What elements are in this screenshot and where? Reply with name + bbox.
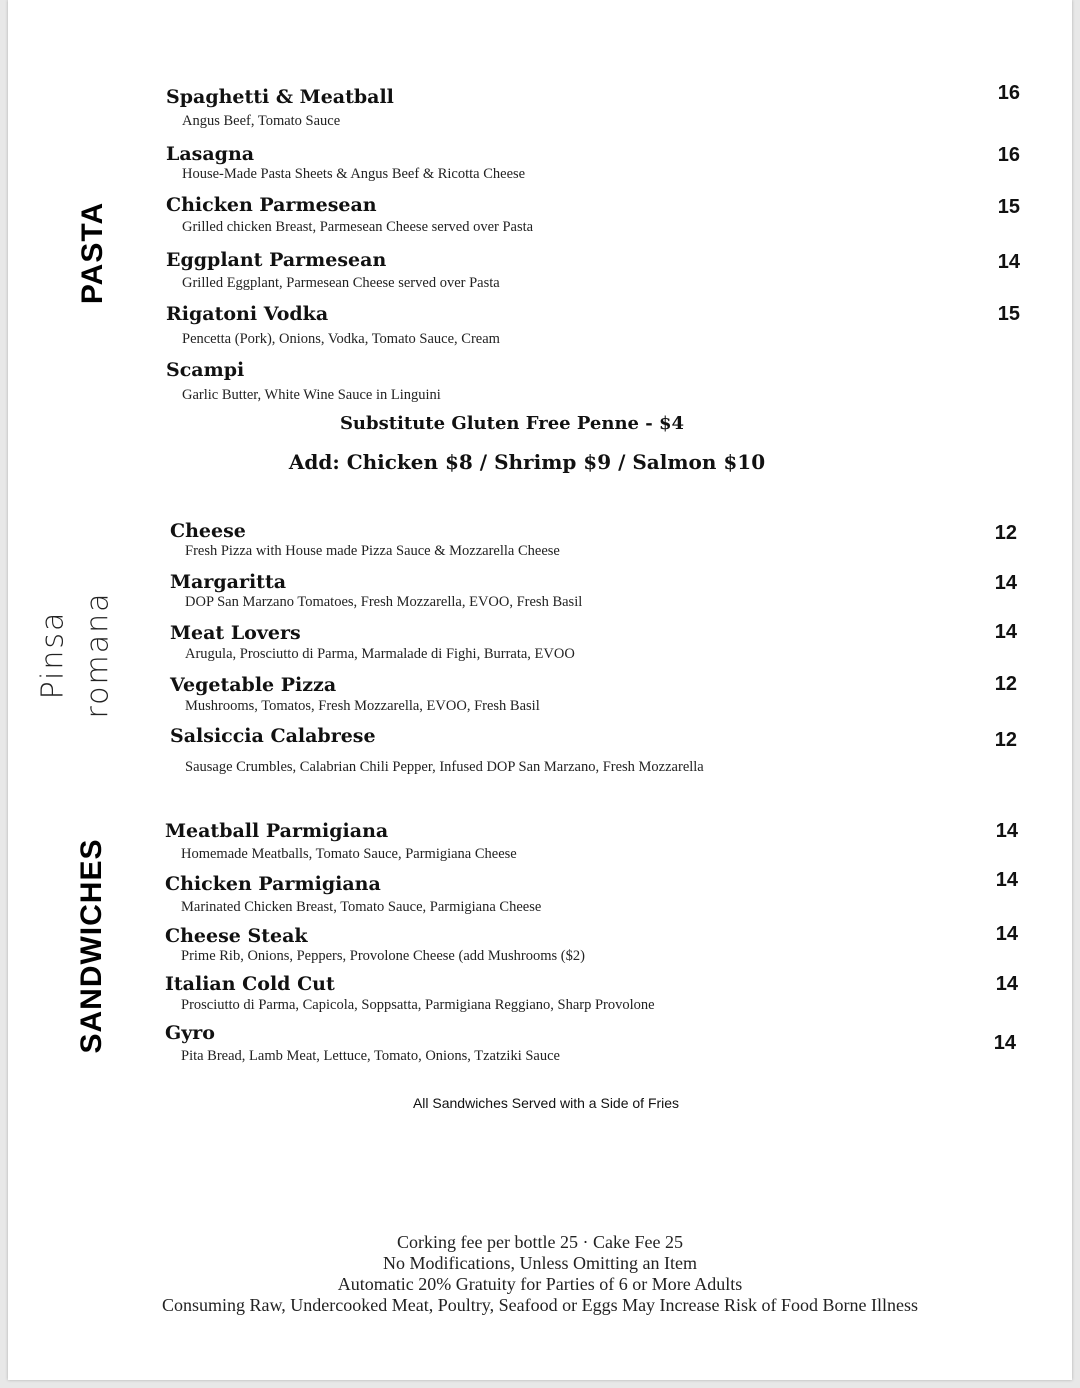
menu-item-name: Margaritta bbox=[170, 571, 287, 593]
menu-item-price: 15 bbox=[997, 303, 1020, 325]
menu-item-price: 16 bbox=[997, 82, 1020, 104]
gratuity-line: Automatic 20% Gratuity for Parties of 6 or More Adults bbox=[337, 1274, 743, 1294]
menu-item-name: Gyro bbox=[165, 1022, 215, 1044]
menu-item-description: Pita Bread, Lamb Meat, Lettuce, Tomato, Onions, Tzatziki Sauce bbox=[181, 1048, 560, 1064]
pasta-section-label: PASTA bbox=[76, 201, 109, 305]
menu-item-price: 14 bbox=[995, 869, 1018, 891]
menu-item-price: 12 bbox=[994, 729, 1017, 751]
menu-item-description: Prosciutto di Parma, Capicola, Soppsatta, Parmigiana Reggiano, Sharp Provolone bbox=[181, 997, 655, 1013]
pasta-add-ons: Add: Chicken $8 / Shrimp $9 / Salmon $10 bbox=[288, 450, 766, 474]
menu-item-name: Chicken Parmigiana bbox=[165, 873, 381, 895]
menu-item-price: 14 bbox=[995, 820, 1018, 842]
sandwiches-side-note: All Sandwiches Served with a Side of Fries bbox=[412, 1095, 680, 1111]
menu-item-name: Rigatoni Vodka bbox=[166, 303, 329, 325]
menu-item-description: Arugula, Prosciutto di Parma, Marmalade di Fighi, Burrata, EVOO bbox=[185, 646, 575, 662]
menu-item-price: 16 bbox=[997, 144, 1020, 166]
pinsa-section-label-line1: Pinsa bbox=[35, 610, 71, 700]
menu-item-description: Mushrooms, Tomatos, Fresh Mozzarella, EVOO, Fresh Basil bbox=[185, 698, 540, 714]
pinsa-section-label-line2: romana bbox=[80, 591, 116, 719]
menu-item-price: 12 bbox=[994, 673, 1017, 695]
menu-item-name: Lasagna bbox=[166, 143, 255, 165]
menu-item-price: 14 bbox=[993, 1032, 1016, 1054]
menu-item-name: Spaghetti & Meatball bbox=[166, 86, 394, 108]
menu-item-description: DOP San Marzano Tomatoes, Fresh Mozzarella, EVOO, Fresh Basil bbox=[185, 594, 583, 610]
menu-item-description: Sausage Crumbles, Calabrian Chili Pepper, Infused DOP San Marzano, Fresh Mozzarella bbox=[185, 759, 704, 775]
menu-item-description: House-Made Pasta Sheets & Angus Beef & Ricotta Cheese bbox=[182, 166, 526, 182]
footer-notices bbox=[40, 1232, 1040, 1316]
menu-item-price: 14 bbox=[995, 973, 1018, 995]
food-safety-warning: Consuming Raw, Undercooked Meat, Poultry, Seafood or Eggs May Increase Risk of Food Borne Illness bbox=[161, 1295, 919, 1315]
menu-item-price: 15 bbox=[997, 196, 1020, 218]
menu-item-price: 14 bbox=[994, 621, 1017, 643]
menu-item-name: Meatball Parmigiana bbox=[165, 820, 389, 842]
menu-item-description: Marinated Chicken Breast, Tomato Sauce, Parmigiana Cheese bbox=[181, 899, 542, 915]
menu-item-name: Salsiccia Calabrese bbox=[170, 725, 376, 747]
menu-item-description: Grilled Eggplant, Parmesean Cheese served over Pasta bbox=[182, 275, 500, 291]
corking-fee-line: Corking fee per bottle 25 · Cake Fee 25 bbox=[397, 1232, 683, 1252]
menu-item-description: Grilled chicken Breast, Parmesean Cheese served over Pasta bbox=[182, 219, 534, 235]
menu-item-description: Pencetta (Pork), Onions, Vodka, Tomato Sauce, Cream bbox=[182, 331, 500, 347]
modifications-line: No Modifications, Unless Omitting an Item bbox=[383, 1253, 697, 1273]
menu-item-description: Garlic Butter, White Wine Sauce in Linguini bbox=[182, 387, 441, 403]
menu-item-name: Chicken Parmesean bbox=[166, 194, 377, 216]
menu-item-price: 14 bbox=[994, 572, 1017, 594]
menu-item-name: Italian Cold Cut bbox=[165, 973, 335, 995]
menu-item-price: 12 bbox=[994, 522, 1017, 544]
menu-item-price: 14 bbox=[995, 923, 1018, 945]
menu-item-description: Prime Rib, Onions, Peppers, Provolone Cheese (add Mushrooms ($2) bbox=[181, 948, 585, 964]
menu-item-name: Scampi bbox=[166, 359, 245, 381]
menu-item-name: Cheese Steak bbox=[165, 925, 308, 947]
gluten-free-substitute-note: Substitute Gluten Free Penne - $4 bbox=[339, 413, 685, 434]
menu-item-description: Angus Beef, Tomato Sauce bbox=[182, 113, 341, 129]
menu-item-name: Eggplant Parmesean bbox=[166, 249, 387, 271]
menu-item-name: Meat Lovers bbox=[170, 622, 301, 644]
menu-item-name: Vegetable Pizza bbox=[170, 674, 337, 696]
menu-item-price: 14 bbox=[997, 251, 1020, 273]
sandwiches-section-label: SANDWICHES bbox=[75, 838, 108, 1054]
menu-item-description: Fresh Pizza with House made Pizza Sauce & Mozzarella Cheese bbox=[185, 543, 560, 559]
menu-item-name: Cheese bbox=[170, 520, 246, 542]
menu-item-description: Homemade Meatballs, Tomato Sauce, Parmigiana Cheese bbox=[181, 846, 517, 862]
